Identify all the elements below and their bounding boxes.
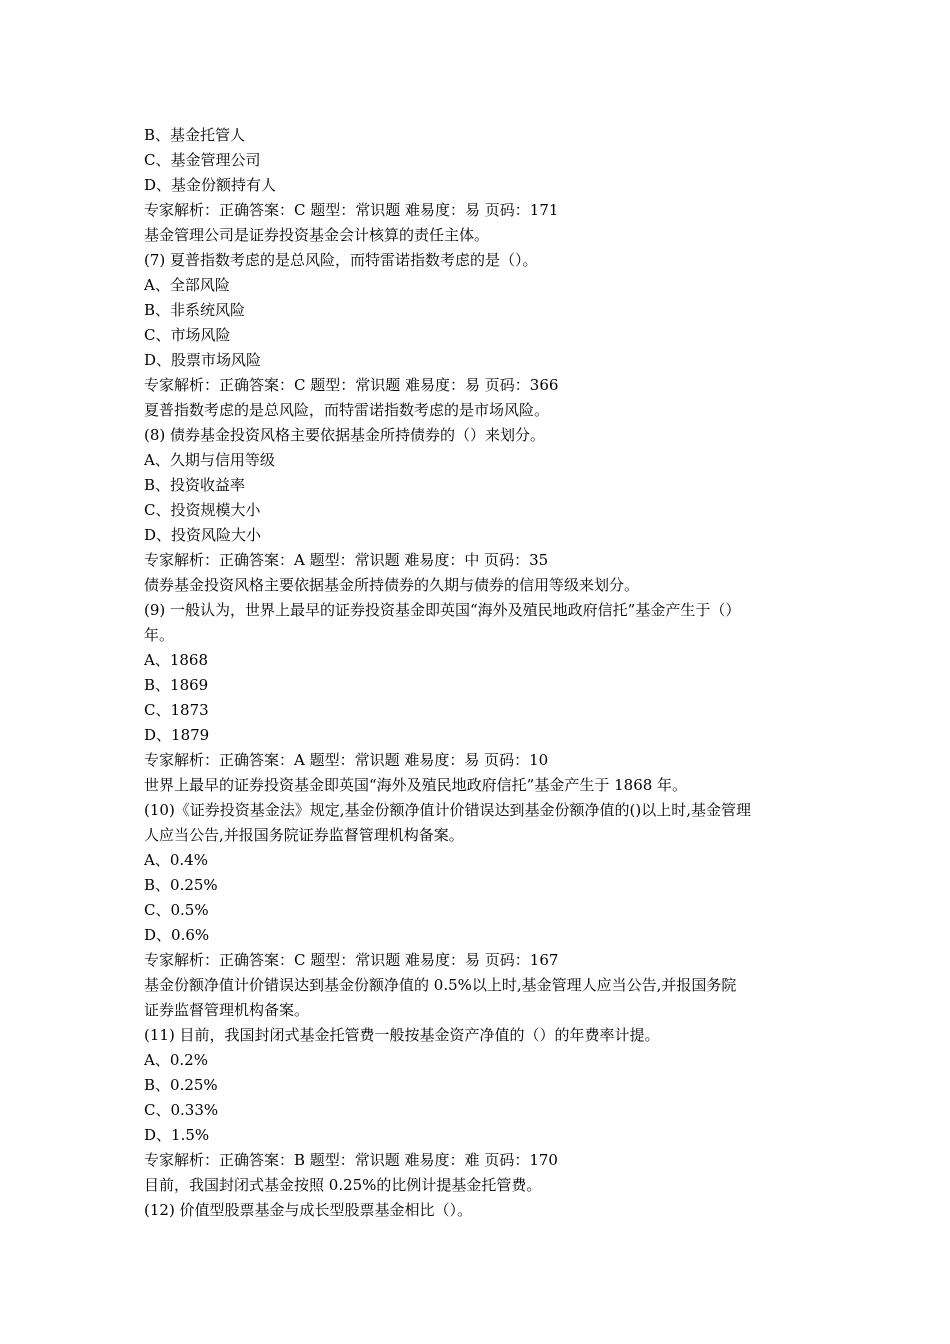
- question-10: (10)《证券投资基金法》规定,基金份额净值计价错误达到基金份额净值的()以上时,基金管理: [144, 801, 752, 819]
- question-9: (9) 一般认为，世界上最早的证券投资基金即英国“海外及殖民地政府信托”基金产生于（）: [144, 601, 741, 619]
- expert-analysis-line: 专家解析：正确答案：B 题型：常识题 难易度：难 页码：170: [144, 1151, 558, 1169]
- option-d-line: D、1879: [144, 726, 210, 744]
- option-c-line: C、基金管理公司: [144, 151, 261, 169]
- option-a-line: A、0.4%: [144, 851, 208, 869]
- option-c-line: C、0.5%: [144, 901, 209, 919]
- option-b-line: B、1869: [144, 676, 209, 694]
- question-8: (8) 债券基金投资风格主要依据基金所持债券的（）来划分。: [144, 426, 546, 444]
- option-c-line: C、0.33%: [144, 1101, 219, 1119]
- question-9-continued: 年。: [144, 626, 175, 644]
- explanation-line: 目前，我国封闭式基金按照 0.25%的比例计提基金托管费。: [144, 1176, 542, 1194]
- option-d-line: D、1.5%: [144, 1126, 210, 1144]
- option-a-line: A、1868: [144, 651, 209, 669]
- explanation-line: 世界上最早的证券投资基金即英国“海外及殖民地政府信托”基金产生于 1868 年。: [144, 776, 688, 794]
- question-10-continued: 人应当公告,并报国务院证券监督管理机构备案。: [144, 826, 464, 844]
- expert-analysis-line: 专家解析：正确答案：C 题型：常识题 难易度：易 页码：171: [144, 201, 559, 219]
- option-a-line: A、全部风险: [144, 276, 230, 294]
- explanation-continued: 证券监督管理机构备案。: [144, 1001, 310, 1019]
- option-a-line: A、0.2%: [144, 1051, 208, 1069]
- option-c-line: C、市场风险: [144, 326, 231, 344]
- option-d-line: D、0.6%: [144, 926, 210, 944]
- option-c-line: C、1873: [144, 701, 209, 719]
- option-d-line: D、基金份额持有人: [144, 176, 277, 194]
- explanation-line: 基金份额净值计价错误达到基金份额净值的 0.5%以上时,基金管理人应当公告,并报国务院: [144, 976, 737, 994]
- option-d-line: D、投资风险大小: [144, 526, 262, 544]
- option-c-line: C、投资规模大小: [144, 501, 261, 519]
- question-12: (12) 价值型股票基金与成长型股票基金相比（）。: [144, 1201, 473, 1219]
- explanation-line: 基金管理公司是证券投资基金会计核算的责任主体。: [144, 226, 490, 244]
- option-d-line: D、股票市场风险: [144, 351, 262, 369]
- option-a-line: A、久期与信用等级: [144, 451, 275, 469]
- option-b-line: B、投资收益率: [144, 476, 246, 494]
- expert-analysis-line: 专家解析：正确答案：C 题型：常识题 难易度：易 页码：366: [144, 376, 559, 394]
- option-b-line: B、0.25%: [144, 1076, 218, 1094]
- option-b-line: B、基金托管人: [144, 126, 246, 144]
- question-7: (7) 夏普指数考虑的是总风险，而特雷诺指数考虑的是（）。: [144, 251, 538, 269]
- expert-analysis-line: 专家解析：正确答案：A 题型：常识题 难易度：中 页码：35: [144, 551, 549, 569]
- explanation-line: 夏普指数考虑的是总风险，而特雷诺指数考虑的是市场风险。: [144, 401, 550, 419]
- explanation-line: 债券基金投资风格主要依据基金所持债券的久期与债券的信用等级来划分。: [144, 576, 640, 594]
- expert-analysis-line: 专家解析：正确答案：A 题型：常识题 难易度：易 页码：10: [144, 751, 549, 769]
- option-b-line: B、非系统风险: [144, 301, 246, 319]
- expert-analysis-line: 专家解析：正确答案：C 题型：常识题 难易度：易 页码：167: [144, 951, 559, 969]
- option-b-line: B、0.25%: [144, 876, 218, 894]
- document-page: [144, 123, 814, 1223]
- question-11: (11) 目前，我国封闭式基金托管费一般按基金资产净值的（）的年费率计提。: [144, 1026, 660, 1044]
